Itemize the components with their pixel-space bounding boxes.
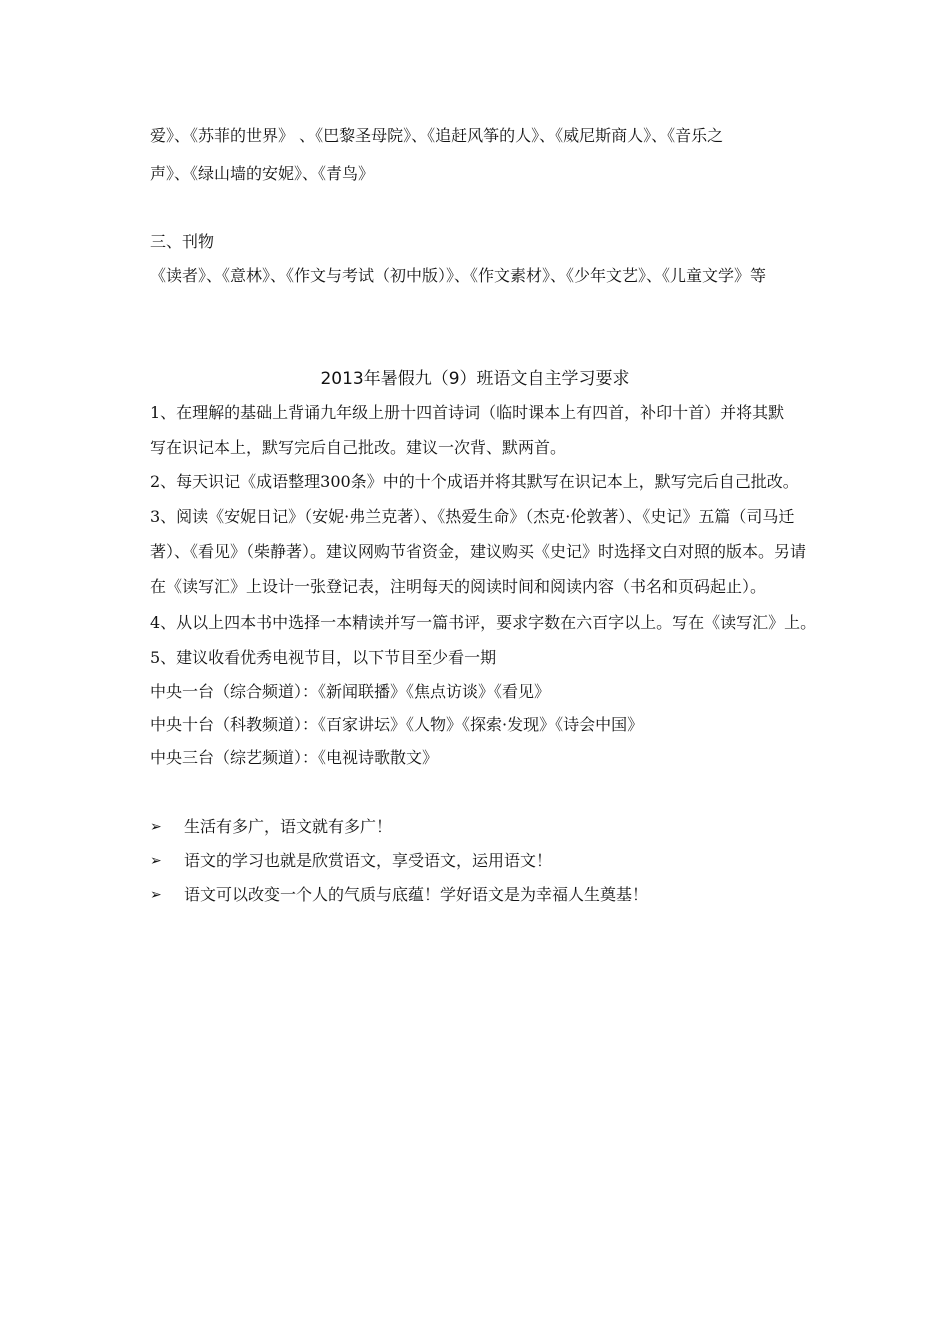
requirement-line: 4、从以上四本书中选择一本精读并写一篇书评，要求字数在六百字以上。写在《读写汇》上。: [150, 613, 817, 632]
reading-list-line-1: 爱》、《苏菲的世界》 、《巴黎圣母院》、《追赶风筝的人》、《威尼斯商人》、《音乐之: [150, 126, 724, 145]
tv-channel-line: 中央三台（综艺频道）：《电视诗歌散文》: [150, 748, 439, 767]
periodicals-heading: 三、刊物: [150, 232, 215, 251]
arrow-bullet-icon: ➢: [150, 887, 162, 903]
reading-list-line-2: 声》、《绿山墙的安妮》、《青鸟》: [150, 164, 375, 183]
requirement-line: 写在识记本上，默写完后自己批改。建议一次背、默两首。: [150, 438, 567, 457]
requirement-line: 3、阅读《安妮日记》（安妮·弗兰克著）、《热爱生命》（杰克·伦敦著）、《史记》五篇（司马迁: [150, 507, 795, 526]
requirement-line: 1、在理解的基础上背诵九年级上册十四首诗词（临时课本上有四首，补印十首）并将其默: [150, 403, 785, 422]
requirement-line: 2、每天识记《成语整理300条》中的十个成语并将其默写在识记本上，默写完后自己批改。: [150, 472, 799, 491]
requirement-line: 著）、《看见》（柴静著）。建议网购节省资金，建议购买《史记》时选择文白对照的版本。另请: [150, 542, 807, 561]
tv-channel-line: 中央十台（科教频道）：《百家讲坛》《人物》《探索·发现》《诗会中国》: [150, 715, 644, 734]
motto-text: 语文可以改变一个人的气质与底蕴！学好语文是为幸福人生奠基！: [184, 885, 649, 904]
motto-item: [150, 885, 648, 905]
periodicals-list: 《读者》、《意林》、《作文与考试（初中版）》、《作文素材》、《少年文艺》、《儿童文学》等: [150, 266, 767, 285]
tv-channel-line: 中央一台（综合频道）：《新闻联播》《焦点访谈》《看见》: [150, 682, 551, 701]
motto-item: [150, 817, 392, 837]
requirement-line: 在《读写汇》上设计一张登记表，注明每天的阅读时间和阅读内容（书名和页码起止）。: [150, 577, 767, 596]
motto-text: 语文的学习也就是欣赏语文，享受语文，运用语文！: [184, 851, 553, 870]
motto-item: [150, 851, 552, 871]
page-title: 2013年暑假九（9）班语文自主学习要求: [320, 369, 630, 389]
requirement-line: 5、建议收看优秀电视节目，以下节目至少看一期: [150, 648, 497, 667]
arrow-bullet-icon: ➢: [150, 853, 162, 869]
motto-text: 生活有多广，语文就有多广！: [184, 817, 393, 836]
arrow-bullet-icon: ➢: [150, 819, 162, 835]
